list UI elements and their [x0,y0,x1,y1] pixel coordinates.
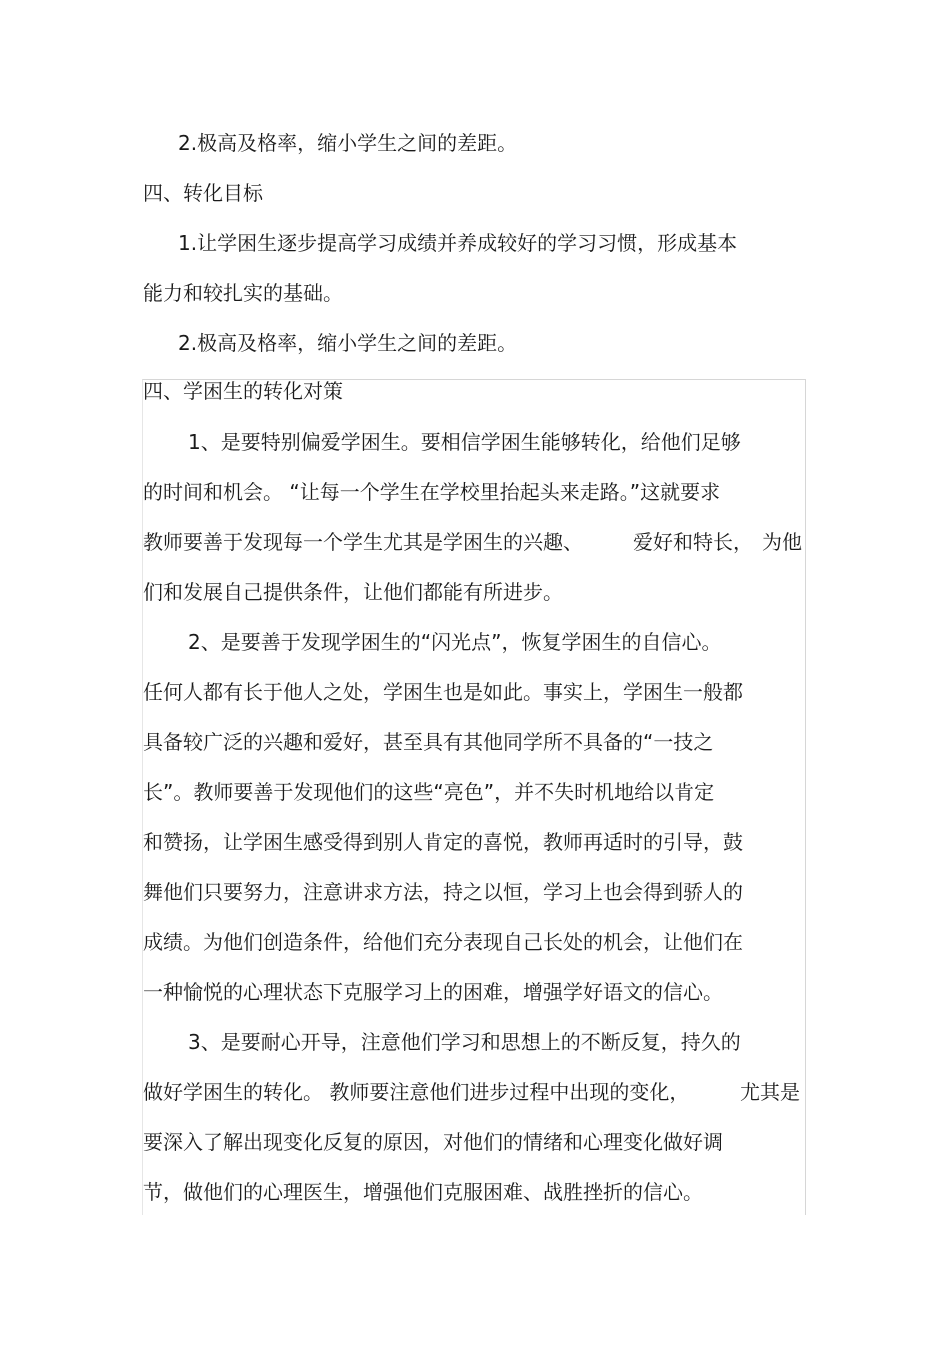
paragraph-line: 要深入了解出现变化反复的原因，对他们的情绪和心理变化做好调 [143,1130,723,1154]
paragraph-line: 任何人都有长于他人之处，学困生也是如此。事实上，学困生一般都 [143,680,743,704]
paragraph-line: 3、是要耐心开导，注意他们学习和思想上的不断反复，持久的 [188,1030,741,1054]
paragraph-line: 一种愉悦的心理状态下克服学习上的困难，增强学好语文的信心。 [143,980,723,1004]
paragraph-line: 2、是要善于发现学困生的“闪光点”，恢复学困生的自信心。 [188,630,722,654]
paragraph-line: 做好学困生的转化。 教师要注意他们进步过程中出现的变化， [143,1080,690,1104]
paragraph-line-fragment: 爱好和特长， [633,530,753,554]
paragraph-line: 舞他们只要努力，注意讲求方法，持之以恒，学习上也会得到骄人的 [143,880,743,904]
paragraph-line: 1.让学困生逐步提高学习成绩并养成较好的学习习惯，形成基本 [178,231,738,255]
paragraph-line: 2.极高及格率，缩小学生之间的差距。 [178,131,518,155]
paragraph-line: 和赞扬，让学困生感受得到别人肯定的喜悦，教师再适时的引导，鼓 [143,830,743,854]
paragraph-line: 教师要善于发现每一个学生尤其是学困生的兴趣、 [143,530,583,554]
paragraph-line: 2.极高及格率，缩小学生之间的差距。 [178,331,518,355]
paragraph-line: 能力和较扎实的基础。 [143,281,343,305]
paragraph-line: 长”。教师要善于发现他们的这些“亮色”，并不失时机地给以肯定 [143,780,715,804]
paragraph-line: 成绩。为他们创造条件，给他们充分表现自己长处的机会，让他们在 [143,930,743,954]
paragraph-line: 节，做他们的心理医生，增强他们克服困难、战胜挫折的信心。 [143,1180,703,1204]
section-heading: 四、学困生的转化对策 [143,379,343,403]
section-heading: 四、转化目标 [143,181,263,205]
paragraph-line: 1、是要特别偏爱学困生。要相信学困生能够转化，给他们足够 [188,430,741,454]
paragraph-line: 们和发展自己提供条件，让他们都能有所进步。 [143,580,563,604]
paragraph-line: 具备较广泛的兴趣和爱好，甚至具有其他同学所不具备的“一技之 [143,730,714,754]
paragraph-line-fragment: 为他 [762,530,802,554]
paragraph-line: 的时间和机会。 “让每一个学生在学校里抬起头来走路。”这就要求 [143,480,721,504]
paragraph-line-fragment: 尤其是 [740,1080,800,1104]
